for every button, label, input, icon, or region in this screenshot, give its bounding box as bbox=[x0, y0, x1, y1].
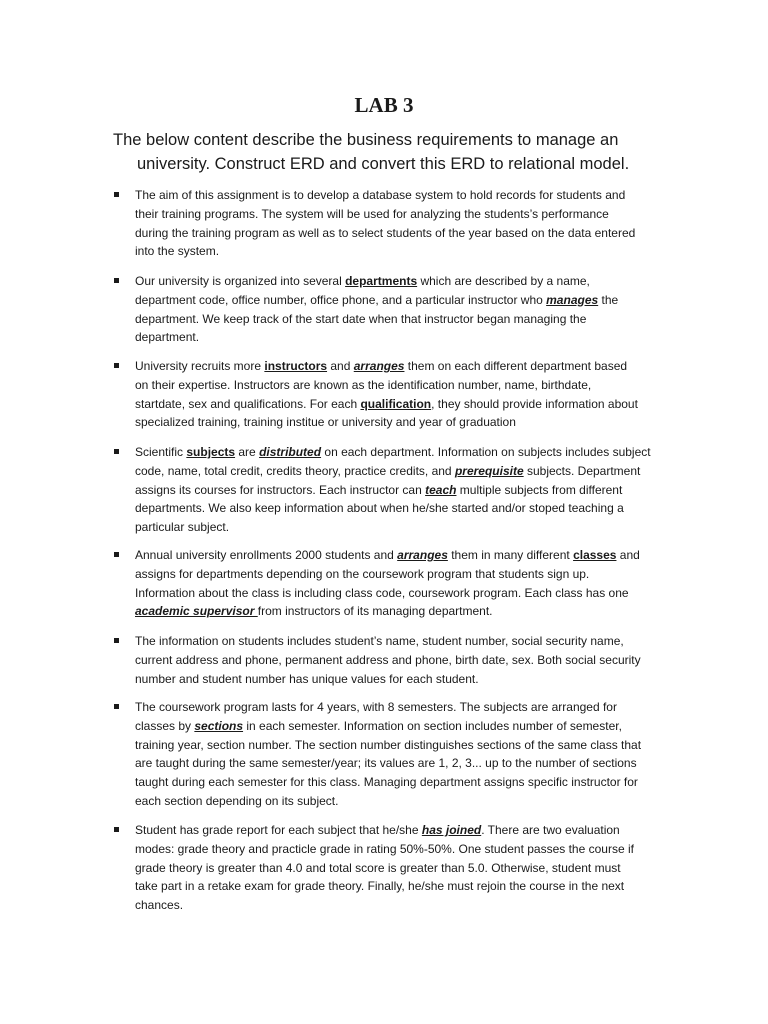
entity-term: qualification bbox=[360, 396, 432, 411]
relationship-term: sections bbox=[194, 718, 244, 733]
item-line: department. We keep track of the start date when that instructor began managing the bbox=[135, 311, 587, 326]
item-text: code, name, total credit, credits theory, practice credits, and bbox=[135, 463, 455, 478]
relationship-term: distributed bbox=[259, 445, 322, 459]
item-line: The information on students includes student’s name, student number, social security name, bbox=[135, 634, 624, 648]
item-line bbox=[135, 546, 675, 565]
bullet-icon bbox=[114, 827, 119, 832]
bullet-icon bbox=[114, 278, 119, 283]
item-line: particular subject. bbox=[135, 520, 230, 535]
relationship-term: teach bbox=[425, 482, 457, 497]
item-line bbox=[135, 717, 675, 736]
item-line: current address and phone, permanent address and phone, birth date, sex. Both social security bbox=[135, 652, 641, 667]
item-line: during the training program as well as to select students of the year based on the data entered bbox=[135, 225, 636, 240]
item-line: training year, section number. The section number distinguishes sections of the same class that bbox=[135, 737, 642, 752]
item-text: classes by bbox=[135, 718, 195, 733]
list-item bbox=[135, 272, 675, 347]
item-line: are taught during the same semester/year; its values are 1, 2, 3... up to the number of sections bbox=[135, 756, 637, 771]
item-text: startdate, sex and qualifications. For each bbox=[135, 396, 361, 411]
list-item bbox=[135, 186, 675, 261]
item-text: multiple subjects from different bbox=[456, 482, 623, 497]
item-line: number and student number has unique values for each student. bbox=[135, 671, 479, 686]
item-line bbox=[135, 272, 675, 291]
relationship-term: academic supervisor bbox=[135, 604, 258, 619]
item-line: each section depending on its subject. bbox=[135, 793, 339, 808]
bullet-icon bbox=[114, 192, 119, 197]
entity-term: classes bbox=[573, 548, 617, 562]
item-line: assigns for departments depending on the coursework program that students sign up. bbox=[135, 566, 590, 581]
item-text: , they should provide information about bbox=[431, 396, 638, 411]
item-line: specialized training, training institue or university and year of graduation bbox=[135, 415, 516, 430]
item-line bbox=[135, 462, 675, 481]
entity-term: instructors bbox=[264, 359, 328, 373]
list-item bbox=[135, 632, 675, 688]
item-text: subjects. Department bbox=[523, 463, 641, 478]
item-text: Scientific bbox=[135, 445, 187, 459]
item-line: take part in a retake exam for grade theory. Finally, he/she must rejoin the course in the next bbox=[135, 879, 625, 894]
item-text: . There are two evaluation bbox=[481, 823, 620, 837]
relationship-term: manages bbox=[546, 292, 599, 307]
item-line: their training programs. The system will be used for analyzing the students’s performance bbox=[135, 206, 609, 221]
list-item bbox=[135, 821, 675, 915]
item-text: in each semester. Information on section includes number of semester, bbox=[243, 718, 622, 733]
item-text: Annual university enrollments 2000 students and bbox=[135, 548, 398, 562]
item-line: modes: grade theory and practicle grade in rating 50%-50%. One student passes the course if bbox=[135, 841, 634, 856]
list-item bbox=[135, 357, 675, 432]
item-line bbox=[135, 481, 675, 500]
item-line: chances. bbox=[135, 898, 184, 913]
bullet-icon bbox=[114, 552, 119, 557]
intro-paragraph bbox=[113, 128, 673, 176]
item-text: department code, office number, office phone, and a particular instructor who bbox=[135, 292, 547, 307]
item-text: University recruits more bbox=[135, 359, 265, 373]
item-text: from instructors of its managing department. bbox=[257, 604, 493, 619]
item-text: on each department. Information on subjects includes subject bbox=[321, 445, 651, 459]
bullet-icon bbox=[114, 449, 119, 454]
relationship-term: arranges bbox=[353, 359, 405, 373]
item-text: and bbox=[327, 359, 354, 373]
page-title: LAB 3 bbox=[354, 93, 414, 117]
item-text: which are described by a name, bbox=[417, 274, 590, 288]
item-line: on their expertise. Instructors are known as the identification number, name, birthdate, bbox=[135, 377, 592, 392]
item-text: are bbox=[235, 445, 260, 459]
item-line: department. bbox=[135, 330, 200, 345]
intro-line: The below content describe the business requirements to manage an bbox=[113, 131, 619, 149]
relationship-term: has joined bbox=[421, 823, 482, 837]
item-line bbox=[135, 357, 675, 376]
list-item bbox=[135, 443, 675, 537]
relationship-term: arranges bbox=[397, 548, 448, 562]
item-line bbox=[135, 395, 675, 414]
item-text: Our university is organized into several bbox=[135, 274, 346, 288]
item-line: taught during each semester for this class. Managing department assigns specific instructor for bbox=[135, 775, 638, 790]
item-text: the bbox=[598, 292, 619, 307]
item-line bbox=[135, 291, 675, 310]
entity-term: departments bbox=[345, 274, 418, 288]
relationship-term: prerequisite bbox=[454, 463, 524, 478]
item-text: assigns its courses for instructors. Each instructor can bbox=[135, 482, 426, 497]
bullet-icon bbox=[114, 704, 119, 709]
list-item bbox=[135, 546, 675, 621]
item-line bbox=[135, 602, 675, 621]
item-text: Student has grade report for each subject that he/she bbox=[135, 823, 422, 837]
item-text: them on each different department based bbox=[404, 359, 628, 373]
list-item bbox=[135, 698, 675, 811]
item-text: and bbox=[616, 548, 640, 562]
item-line: The aim of this assignment is to develop a database system to hold records for students and bbox=[135, 188, 626, 202]
intro-line: university. Construct ERD and convert this ERD to relational model. bbox=[137, 155, 630, 173]
item-line bbox=[135, 443, 675, 462]
bullet-icon bbox=[114, 363, 119, 368]
entity-term: subjects bbox=[186, 445, 236, 459]
item-text: them in many different bbox=[447, 548, 574, 562]
item-line: grade theory is greater than 4.0 and total score is greater than 5.0. Otherwise, student must bbox=[135, 860, 621, 875]
item-line: The coursework program lasts for 4 years, with 8 semesters. The subjects are arranged for bbox=[135, 700, 617, 714]
bullet-icon bbox=[114, 638, 119, 643]
item-line: departments. We also keep information about when he/she started and/or stoped teaching a bbox=[135, 501, 624, 516]
item-line: Information about the class is including class code, coursework program. Each class has one bbox=[135, 585, 629, 600]
item-line bbox=[135, 821, 675, 840]
item-line: into the system. bbox=[135, 244, 220, 259]
